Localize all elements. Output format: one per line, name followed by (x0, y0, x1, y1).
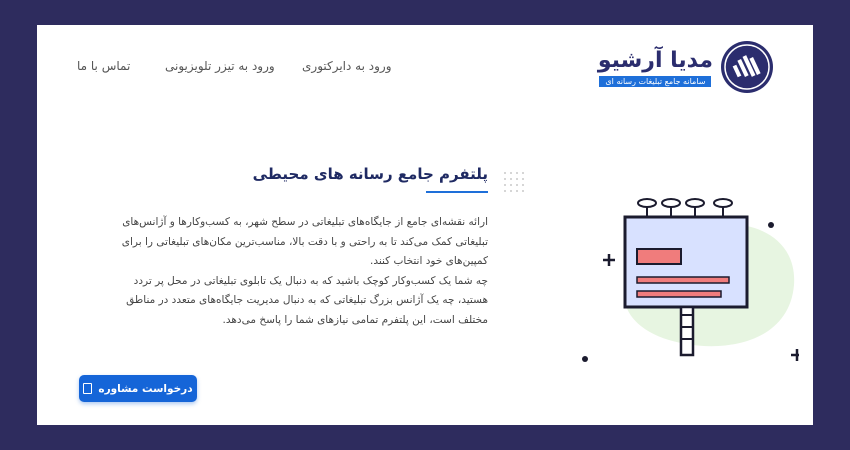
hero-description (68, 213, 488, 330)
hero-heading: پلتفرم جامع رسانه های محیطی (252, 165, 488, 183)
description-line: کمپین‌های خود انتخاب کنند. (369, 255, 488, 267)
billboard-illustration (499, 165, 799, 365)
description-line: مختلف است، این پلتفرم تمامی نیازهای شما را پاسخ می‌دهد. (222, 313, 488, 326)
document-icon (83, 383, 92, 394)
logo-mark-icon (721, 41, 773, 93)
dot-grid-decoration (504, 172, 524, 192)
logo-title: مدیا آرشیو (597, 47, 713, 73)
logo-text (598, 48, 713, 87)
consult-button-label: درخواست مشاوره (98, 382, 193, 395)
description-line: تبلیغاتی کمک می‌کند تا به راحتی و با دقت بالا، مناسب‌ترین مکان‌های تبلیغاتی را برای (121, 235, 488, 248)
nav-tv-teaser[interactable]: ورود به تیزر تلویزیونی (165, 59, 275, 73)
description-line: هستید، چه یک آژانس بزرگ تبلیغاتی که به دنبال مدیریت جایگاه‌های متعدد در مناطق (126, 294, 488, 306)
nav-directory[interactable]: ورود به دایرکتوری (302, 59, 392, 73)
description-line: ارائه نقشه‌ای جامع از جایگاه‌های تبلیغاتی در سطح شهر، به کسب‌وکارها و آژانس‌های (122, 216, 488, 228)
description-line: چه شما یک کسب‌وکار کوچک باشید که به دنبال یک تابلوی تبلیغاتی در محل پر تردد (133, 274, 488, 287)
heading-underline (426, 191, 488, 193)
logo-subtitle: سامانه جامع تبلیغات رسانه ای (599, 76, 711, 87)
consult-request-button[interactable] (79, 375, 197, 402)
page-frame (37, 25, 813, 425)
nav-contact[interactable]: تماس با ما (77, 59, 131, 73)
logo[interactable] (598, 41, 773, 93)
